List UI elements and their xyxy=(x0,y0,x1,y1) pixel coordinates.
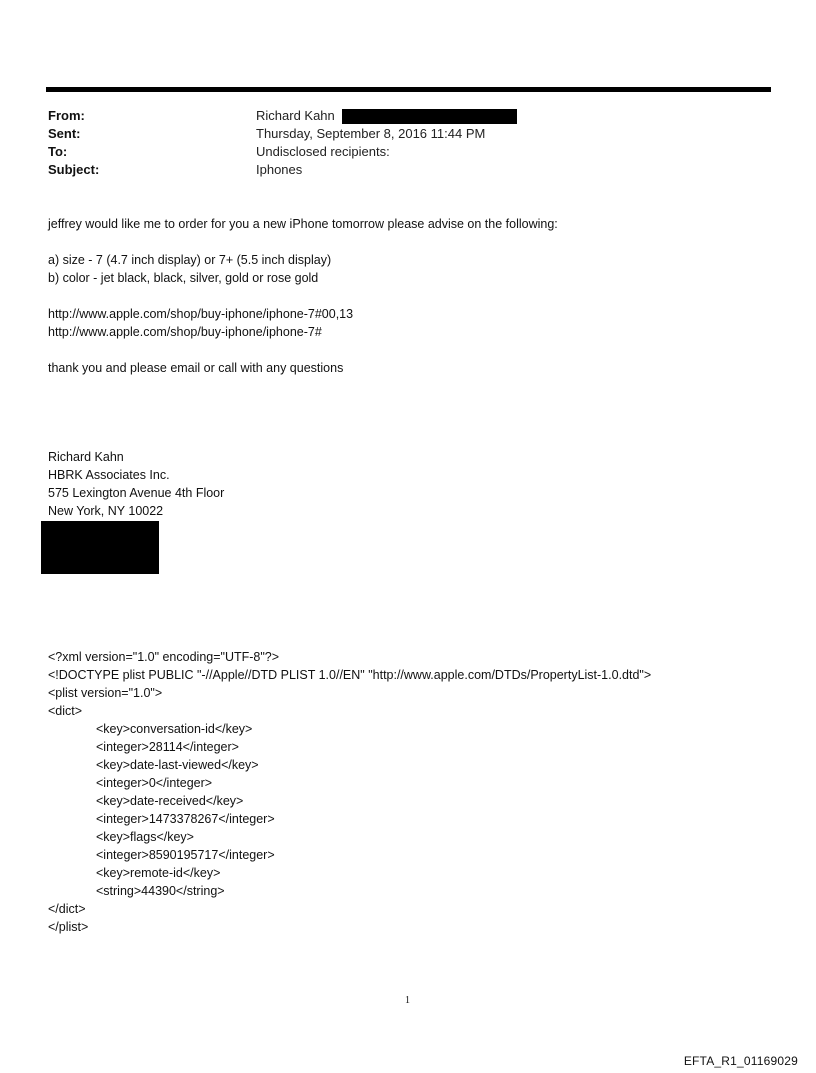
xml-line: <plist version="1.0"> xyxy=(48,686,163,700)
to-label: To: xyxy=(48,144,68,159)
bates-number: EFTA_R1_01169029 xyxy=(683,1054,798,1068)
to-value: Undisclosed recipients: xyxy=(256,144,390,159)
xml-line: </dict> xyxy=(48,902,86,916)
xml-metadata xyxy=(48,648,651,936)
body-link-2: http://www.apple.com/shop/buy-iphone/iphone-7# xyxy=(48,325,322,339)
sent-label: Sent: xyxy=(48,126,81,141)
body-option-b: b) color - jet black, black, silver, gold or rose gold xyxy=(48,271,319,285)
from-value xyxy=(256,107,517,125)
xml-line: <integer>0</integer> xyxy=(96,776,213,790)
signature-city: New York, NY 10022 xyxy=(48,504,164,518)
xml-line: <!DOCTYPE plist PUBLIC "-//Apple//DTD PLIST 1.0//EN" "http://www.apple.com/DTDs/PropertyList-1.0.dtd"> xyxy=(48,668,652,682)
xml-line: <integer>1473378267</integer> xyxy=(96,812,275,826)
xml-line: <key>date-last-viewed</key> xyxy=(96,758,259,772)
redaction-block xyxy=(41,521,159,574)
signature-address: 575 Lexington Avenue 4th Floor xyxy=(48,486,225,500)
page-number: 1 xyxy=(405,995,410,1006)
xml-line: <dict> xyxy=(48,704,83,718)
xml-line: <integer>28114</integer> xyxy=(96,740,239,754)
body-link-1: http://www.apple.com/shop/buy-iphone/iphone-7#00,13 xyxy=(48,307,354,321)
body-intro: jeffrey would like me to order for you a new iPhone tomorrow please advise on the following: xyxy=(48,217,558,231)
from-name: Richard Kahn xyxy=(256,108,335,123)
body-option-a: a) size - 7 (4.7 inch display) or 7+ (5.5 inch display) xyxy=(48,253,332,267)
subject-value: Iphones xyxy=(256,162,303,177)
redaction-bar xyxy=(342,109,517,124)
xml-line: <integer>8590195717</integer> xyxy=(96,848,275,862)
xml-line: <key>remote-id</key> xyxy=(96,866,221,880)
signature-company: HBRK Associates Inc. xyxy=(48,468,170,482)
sent-value: Thursday, September 8, 2016 11:44 PM xyxy=(256,126,486,141)
signature-name: Richard Kahn xyxy=(48,450,124,464)
xml-line: <key>flags</key> xyxy=(96,830,194,844)
from-label: From: xyxy=(48,108,85,123)
xml-line: <string>44390</string> xyxy=(96,884,225,898)
body-closing: thank you and please email or call with any questions xyxy=(48,361,344,375)
header-divider xyxy=(46,87,771,92)
xml-line: <?xml version="1.0" encoding="UTF-8"?> xyxy=(48,650,280,664)
xml-line: <key>date-received</key> xyxy=(96,794,244,808)
xml-line: </plist> xyxy=(48,920,89,934)
xml-line: <key>conversation-id</key> xyxy=(96,722,253,736)
subject-label: Subject: xyxy=(48,162,100,177)
